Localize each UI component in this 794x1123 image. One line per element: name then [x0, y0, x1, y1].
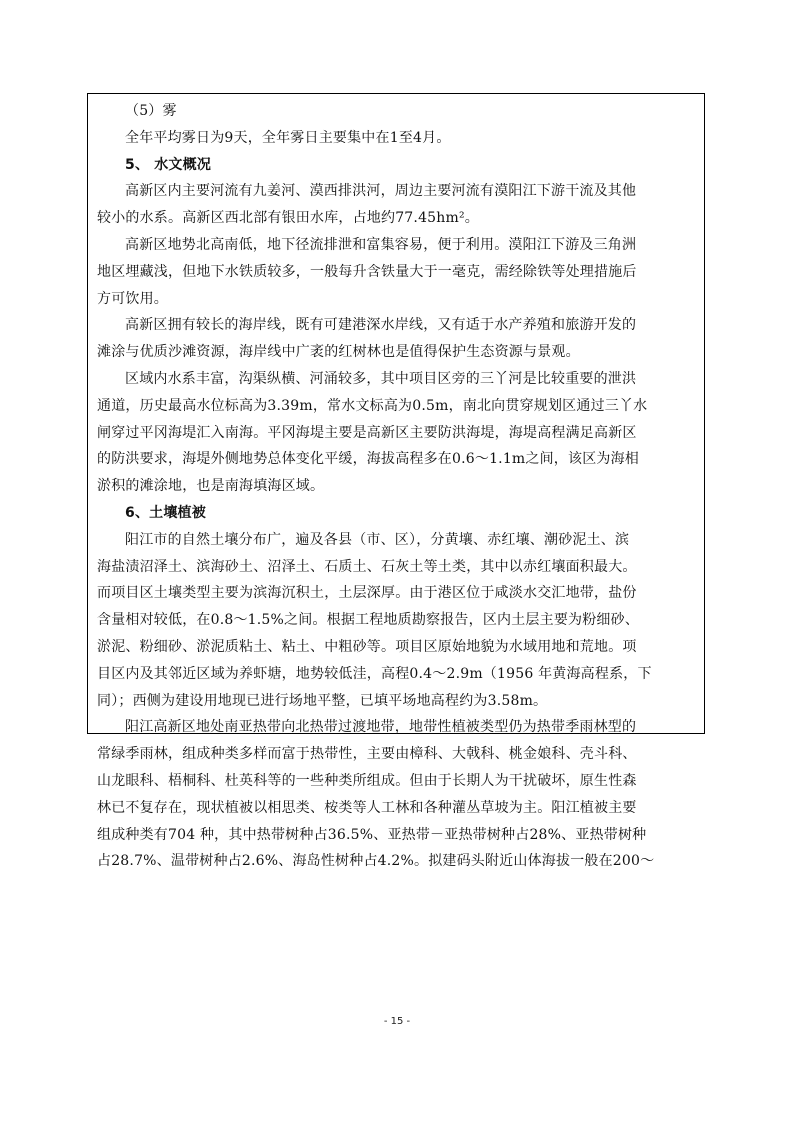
paragraph-line: 方可饮用。: [97, 290, 168, 307]
page-number: - 15 -: [383, 1016, 411, 1027]
paragraph-line: 目区内及其邻近区域为养虾塘，地势较低洼，高程0.4～2.9m（1956 年黄海高程系，下: [97, 665, 652, 682]
paragraph-line: 山龙眼科、梧桐科、杜英科等的一些种类所组成。但由于长期人为干扰破坏，原生性森: [97, 772, 637, 789]
paragraph-line: 而项目区土壤类型主要为滨海沉积土，土层深厚。由于港区位于咸淡水交汇地带，盐份: [97, 585, 637, 602]
paragraph-line: 滩涂与优质沙滩资源，海岸线中广袤的红树林也是值得保护生态资源与景观。: [97, 344, 580, 361]
paragraph-line: 全年平均雾日为9天，全年雾日主要集中在1至4月。: [125, 129, 451, 146]
paragraph-line: 阳江高新区地处南亚热带向北热带过渡地带，地带性植被类型仍为热带季雨林型的: [125, 719, 637, 736]
section-heading-hydrology: 5、 水文概况: [125, 156, 212, 173]
paragraph-line: 通道，历史最高水位标高为3.39m，常水文标高为0.5m，南北向贯穿规划区通过三丫水: [97, 397, 648, 414]
paragraph-line: 林已不复存在，现状植被以相思类、桉类等人工林和各种灌丛草坡为主。阳江植被主要: [97, 799, 637, 816]
subsection-fog: （5）雾: [125, 103, 177, 119]
paragraph-line: 闸穿过平冈海堤汇入南海。平冈海堤主要是高新区主要防洪海堤，海堤高程满足高新区: [97, 424, 637, 441]
paragraph-line: 阳江市的自然土壤分布广，遍及各县（市、区），分黄壤、赤红壤、潮砂泥土、滨: [125, 531, 630, 548]
paragraph-line: 地区埋藏浅，但地下水铁质较多，一般每升含铁量大于一毫克，需经除铁等处理措施后: [97, 263, 637, 280]
paragraph-line: 淤泥、粉细砂、淤泥质粘土、粘土、中粗砂等。项目区原始地貌为水域用地和荒地。项: [97, 638, 637, 655]
section-heading-soil-vegetation: 6、土壤植被: [125, 504, 206, 521]
paragraph-line: 较小的水系。高新区西北部有银田水库，占地约77.45hm²。: [97, 210, 479, 227]
paragraph-line: 区域内水系丰富，沟渠纵横、河涌较多，其中项目区旁的三丫河是比较重要的泄洪: [125, 370, 637, 387]
paragraph-line: 高新区拥有较长的海岸线，既有可建港深水岸线，又有适于水产养殖和旅游开发的: [125, 317, 637, 334]
paragraph-line: 含量相对较低，在0.8～1.5%之间。根据工程地质勘察报告，区内土层主要为粉细砂、: [97, 612, 640, 629]
paragraph-line: 的防洪要求，海堤外侧地势总体变化平缓，海拔高程多在0.6～1.1m之间，该区为海相: [97, 451, 640, 468]
paragraph-line: 组成种类有704 种，其中热带树种占36.5%、亚热带－亚热带树种占28%、亚热带树种: [97, 826, 647, 843]
paragraph-line: 同）；西侧为建设用地现已进行场地平整，已填平场地高程约为3.58m。: [97, 692, 548, 709]
paragraph-line: 海盐渍沼泽土、滨海砂土、沼泽土、石质土、石灰土等土类，其中以赤红壤面积最大。: [97, 558, 637, 575]
paragraph-line: 常绿季雨林，组成种类多样而富于热带性，主要由樟科、大戟科、桃金娘科、壳斗科、: [97, 746, 637, 763]
paragraph-line: 高新区地势北高南低，地下径流排泄和富集容易，便于利用。漠阳江下游及三角洲: [125, 236, 637, 253]
paragraph-line: 淤积的滩涂地，也是南海填海区域。: [97, 478, 325, 495]
paragraph-line: 高新区内主要河流有九姜河、漠西排洪河，周边主要河流有漠阳江下游干流及其他: [125, 183, 637, 200]
content-frame: [87, 93, 705, 870]
document-body: [97, 98, 697, 875]
paragraph-line: 占28.7%、温带树种占2.6%、海岛性树种占4.2%。拟建码头附近山体海拔一般在200～: [97, 853, 655, 870]
